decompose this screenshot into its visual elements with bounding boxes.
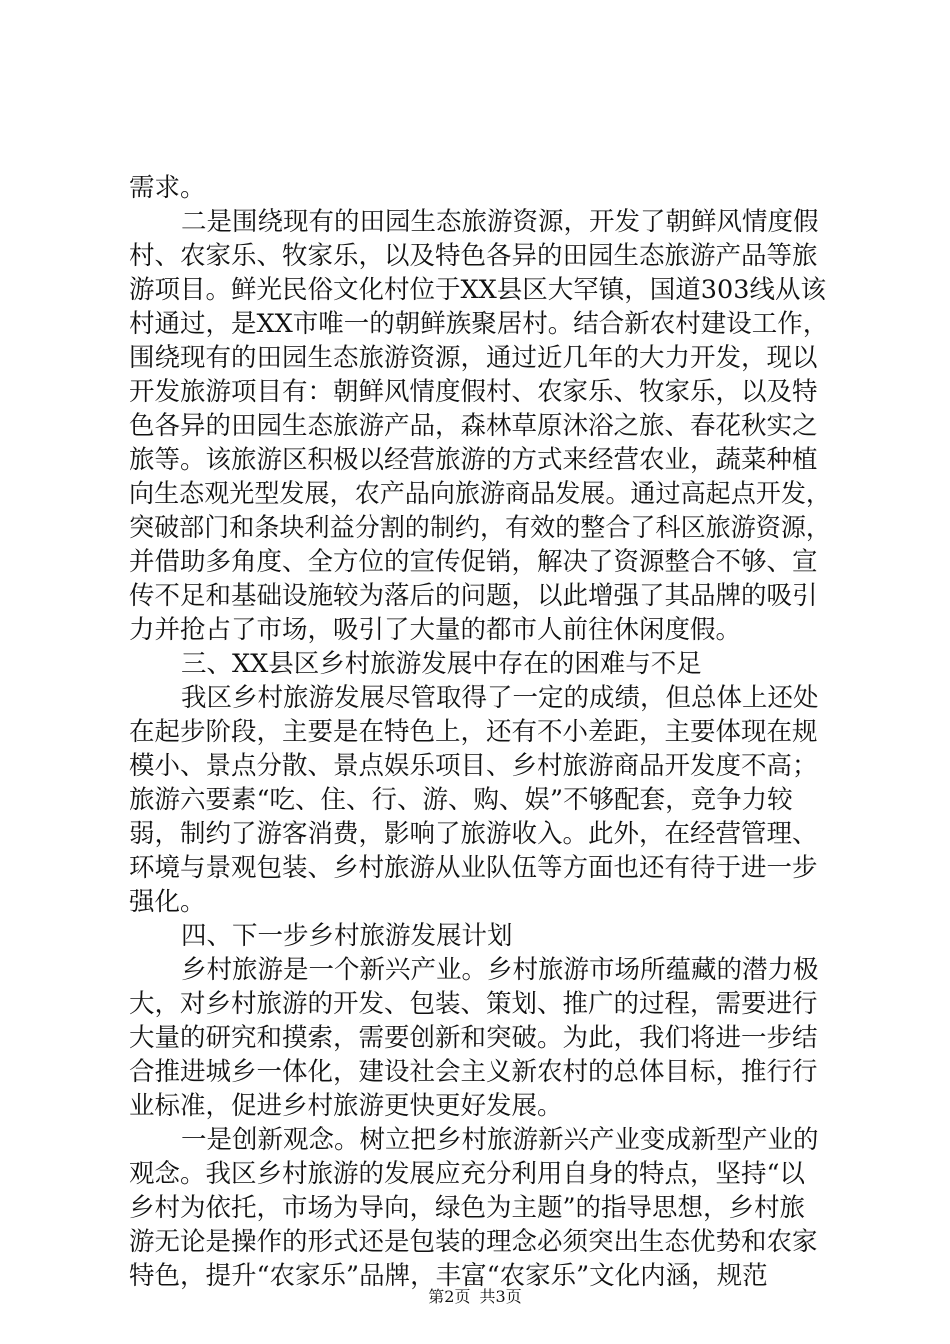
text-line: 围绕现有的田园生态旅游资源，通过近几年的大力开发，现以: [129, 343, 818, 373]
page-footer: [0, 1284, 950, 1307]
text-line: 开发旅游项目有：朝鲜风情度假村、农家乐、牧家乐，以及特: [129, 377, 818, 407]
text-line: 村、农家乐、牧家乐，以及特色各异的田园生态旅游产品等旅: [129, 241, 818, 271]
text-line: 向生态观光型发展，农产品向旅游商品发展。通过高起点开发，: [129, 479, 832, 509]
text-line: 游项目。鲜光民俗文化村位于XX县区大罕镇，国道303线从该: [129, 275, 826, 305]
text-line: 观念。我区乡村旅游的发展应充分利用自身的特点，坚持“以: [129, 1159, 806, 1189]
text-line: 三、XX县区乡村旅游发展中存在的困难与不足: [181, 649, 702, 679]
text-line: 需求。: [129, 173, 206, 203]
text-line: 乡村旅游是一个新兴产业。乡村旅游市场所蕴藏的潜力极: [181, 955, 819, 985]
text-line: 大，对乡村旅游的开发、包装、策划、推广的过程，需要进行: [129, 989, 818, 1019]
text-line: 特色，提升“农家乐”品牌，丰富“农家乐”文化内涵，规范: [129, 1261, 768, 1291]
page-number: 第2页: [428, 1287, 471, 1306]
text-line: 模小、景点分散、景点娱乐项目、乡村旅游商品开发度不高；: [129, 751, 818, 781]
text-line: 并借助多角度、全方位的宣传促销，解决了资源整合不够、宣: [129, 547, 818, 577]
text-line: 旅游六要素“吃、住、行、游、购、娱”不够配套，竞争力较: [129, 785, 793, 815]
document-body: [129, 171, 831, 1293]
text-line: 力并抢占了市场，吸引了大量的都市人前往休闲度假。: [129, 615, 742, 645]
text-line: 我区乡村旅游发展尽管取得了一定的成绩，但总体上还处: [181, 683, 819, 713]
text-line: 二是围绕现有的田园生态旅游资源，开发了朝鲜风情度假: [181, 207, 819, 237]
text-line: 四、下一步乡村旅游发展计划: [181, 921, 513, 951]
text-line: 村通过，是XX市唯一的朝鲜族聚居村。结合新农村建设工作，: [129, 309, 829, 339]
text-line: 旅等。该旅游区积极以经营旅游的方式来经营农业，蔬菜种植: [129, 445, 818, 475]
text-line: 传不足和基础设施较为落后的问题，以此增强了其品牌的吸引: [129, 581, 818, 611]
text-line: 弱，制约了游客消费，影响了旅游收入。此外，在经营管理、: [129, 819, 818, 849]
text-line: 突破部门和条块利益分割的制约，有效的整合了科区旅游资源，: [129, 513, 832, 543]
page-total: 共3页: [479, 1287, 522, 1306]
text-line: 环境与景观包装、乡村旅游从业队伍等方面也还有待于进一步: [129, 853, 818, 883]
text-line: 合推进城乡一体化，建设社会主义新农村的总体目标，推行行: [129, 1057, 818, 1087]
text-line: 在起步阶段，主要是在特色上，还有不小差距，主要体现在规: [129, 717, 818, 747]
text-line: 业标准，促进乡村旅游更快更好发展。: [129, 1091, 563, 1121]
text-line: 大量的研究和摸索，需要创新和突破。为此，我们将进一步结: [129, 1023, 818, 1053]
text-line: 一是创新观念。树立把乡村旅游新兴产业变成新型产业的: [181, 1125, 819, 1155]
text-line: 色各异的田园生态旅游产品，森林草原沐浴之旅、春花秋实之: [129, 411, 818, 441]
text-line: 乡村为依托，市场为导向，绿色为主题”的指导思想，乡村旅: [129, 1193, 806, 1223]
text-line: 强化。: [129, 887, 206, 917]
text-line: 游无论是操作的形式还是包装的理念必须突出生态优势和农家: [129, 1227, 818, 1257]
